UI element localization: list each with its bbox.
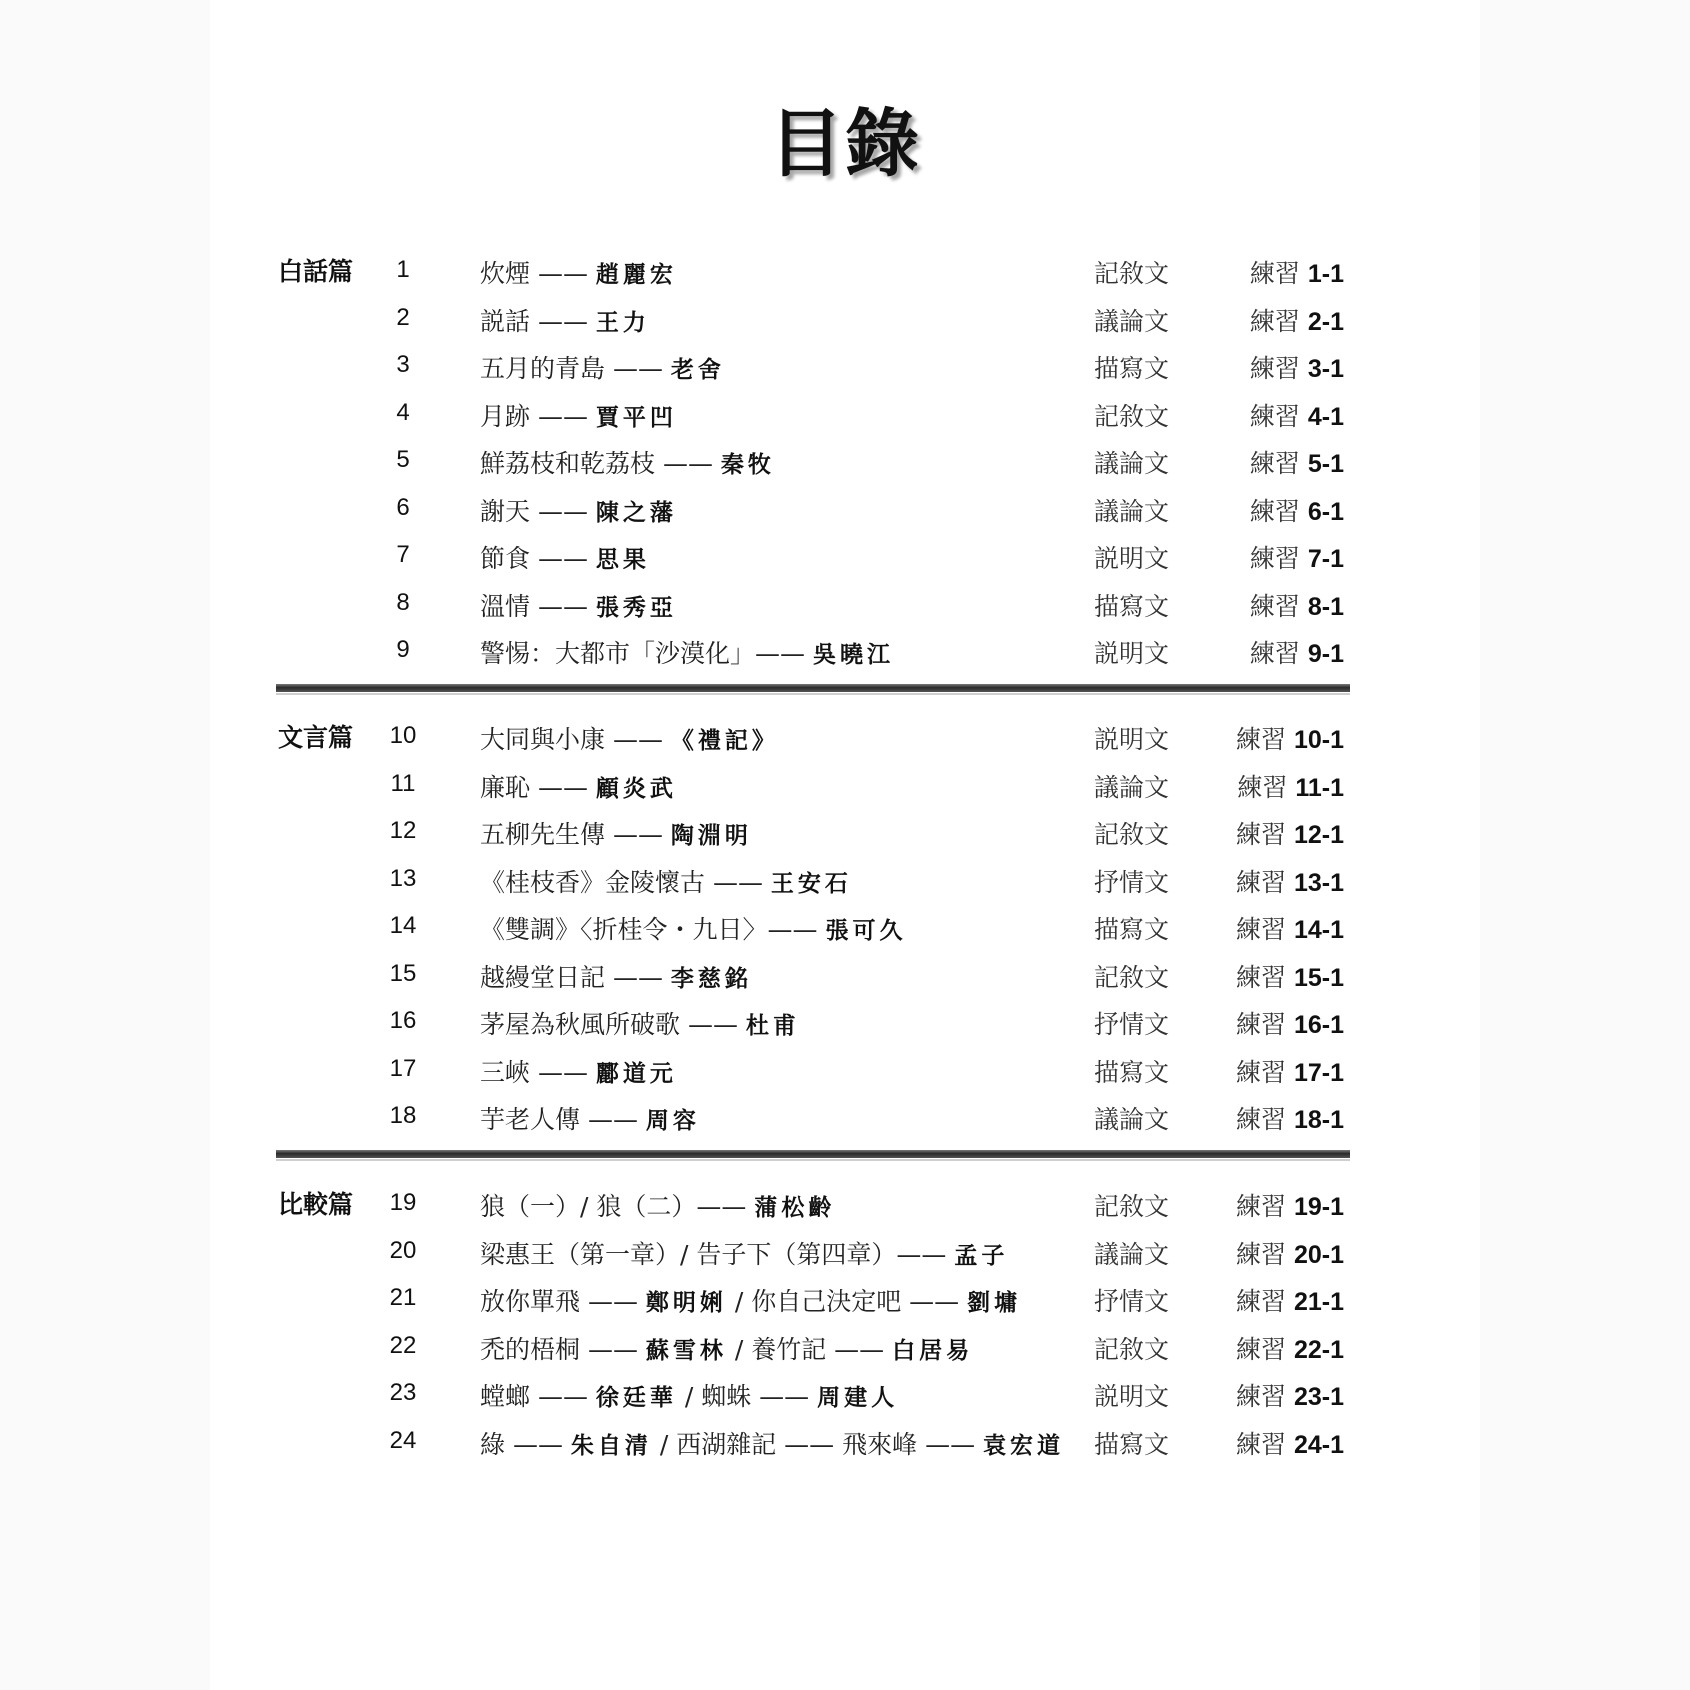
toc-row[interactable] xyxy=(278,861,1348,901)
lesson-title: 節食 —— xyxy=(480,544,596,573)
lesson-entry xyxy=(480,1100,700,1136)
lesson-number: 17 xyxy=(389,1054,417,1082)
toc-row[interactable] xyxy=(278,632,1348,672)
lesson-number: 4 xyxy=(396,398,410,426)
exercise-code: 19-1 xyxy=(1293,1193,1344,1221)
exercise-code: 21-1 xyxy=(1293,1288,1344,1316)
lesson-title-second: / 西湖雜記 —— 飛來峰 —— xyxy=(651,1429,984,1459)
lesson-author: 朱自清 xyxy=(570,1431,652,1459)
lesson-entry xyxy=(480,1187,835,1223)
exercise-prefix: 練習 xyxy=(1237,772,1288,802)
exercise-ref xyxy=(1250,492,1344,528)
exercise-prefix: 練習 xyxy=(1235,1429,1286,1459)
page-title: 目錄 xyxy=(769,101,921,187)
lesson-number: 22 xyxy=(389,1331,417,1359)
toc-row[interactable] xyxy=(278,1098,1348,1138)
exercise-ref xyxy=(1250,587,1344,623)
toc-row[interactable] xyxy=(278,1423,1348,1463)
lesson-author-second: 白居易 xyxy=(892,1336,974,1364)
toc-row[interactable] xyxy=(278,1051,1348,1091)
lesson-genre: 記敘文 xyxy=(1094,820,1170,849)
exercise-ref xyxy=(1236,1425,1344,1461)
exercise-ref xyxy=(1250,349,1344,385)
lesson-number: 19 xyxy=(389,1189,417,1216)
lesson-entry xyxy=(480,1425,1064,1461)
exercise-code: 9-1 xyxy=(1307,640,1344,668)
lesson-number: 24 xyxy=(389,1426,417,1454)
lesson-number: 6 xyxy=(396,493,410,521)
lesson-author: 老舍 xyxy=(670,356,725,383)
lesson-title: 芋老人傳 —— xyxy=(480,1105,646,1134)
lesson-entry xyxy=(480,349,725,385)
lesson-title: 五月的青島 —— xyxy=(480,354,671,383)
toc-row[interactable] xyxy=(278,395,1348,435)
exercise-code: 13-1 xyxy=(1293,868,1344,897)
lesson-author: 周容 xyxy=(645,1107,700,1134)
lesson-title: 月跡 —— xyxy=(480,401,596,431)
lesson-genre: 議論文 xyxy=(1094,1239,1170,1269)
lesson-number: 23 xyxy=(389,1379,417,1406)
lesson-genre: 議論文 xyxy=(1094,306,1170,336)
toc-section xyxy=(278,1185,1348,1470)
lesson-author: 蒲松齡 xyxy=(754,1194,836,1221)
lesson-entry xyxy=(480,1330,973,1366)
exercise-ref xyxy=(1250,397,1344,433)
toc-row[interactable] xyxy=(278,718,1348,758)
exercise-code: 22-1 xyxy=(1293,1335,1344,1364)
exercise-code: 16-1 xyxy=(1293,1011,1344,1039)
exercise-prefix: 練習 xyxy=(1249,306,1300,336)
lesson-author: 陶淵明 xyxy=(670,822,752,849)
lesson-genre: 説明文 xyxy=(1094,725,1170,754)
exercise-ref xyxy=(1236,1005,1344,1041)
section-label: 文言篇 xyxy=(278,723,354,752)
lesson-title: 綠 —— xyxy=(480,1429,571,1459)
toc-section xyxy=(278,718,1348,1146)
exercise-ref xyxy=(1236,815,1344,851)
lesson-genre: 説明文 xyxy=(1094,639,1170,668)
exercise-prefix: 練習 xyxy=(1249,449,1300,478)
exercise-prefix: 練習 xyxy=(1249,544,1300,573)
lesson-author: 孟子 xyxy=(954,1241,1009,1269)
exercise-prefix: 練習 xyxy=(1235,1239,1286,1269)
toc-row[interactable] xyxy=(278,1003,1348,1043)
exercise-ref xyxy=(1236,1330,1344,1366)
toc-row[interactable] xyxy=(278,1280,1348,1320)
exercise-code: 6-1 xyxy=(1307,497,1344,526)
lesson-author: 張秀亞 xyxy=(595,593,677,621)
toc-row[interactable] xyxy=(278,1375,1348,1415)
section-divider xyxy=(276,1150,1350,1158)
lesson-title-second: / 你自己決定吧 —— xyxy=(726,1287,968,1316)
toc-row[interactable] xyxy=(278,1233,1348,1273)
lesson-title: 螳螂 —— xyxy=(480,1382,596,1411)
exercise-ref xyxy=(1236,1053,1344,1089)
lesson-title: 越縵堂日記 —— xyxy=(480,962,671,992)
exercise-code: 4-1 xyxy=(1307,402,1344,431)
toc-row[interactable] xyxy=(278,537,1348,577)
lesson-title: 《雙調》〈折桂令・九日〉—— xyxy=(480,915,826,944)
exercise-ref xyxy=(1236,1282,1344,1318)
lesson-entry xyxy=(480,1235,1008,1271)
exercise-ref xyxy=(1237,768,1344,804)
lesson-title: 茅屋為秋風所破歌 —— xyxy=(480,1010,746,1039)
toc-row[interactable] xyxy=(278,585,1348,625)
lesson-author: 杜甫 xyxy=(745,1012,800,1039)
exercise-ref xyxy=(1250,302,1344,338)
lesson-author: 趙麗宏 xyxy=(595,261,677,288)
lesson-author: 李慈銘 xyxy=(670,964,752,992)
exercise-prefix: 練習 xyxy=(1235,915,1286,944)
lesson-genre: 抒情文 xyxy=(1094,867,1170,897)
lesson-entry xyxy=(480,397,677,433)
exercise-ref xyxy=(1250,254,1344,290)
exercise-prefix: 練習 xyxy=(1235,1192,1286,1221)
lesson-title: 狼（一）/ 狼（二）—— xyxy=(480,1192,755,1221)
exercise-ref xyxy=(1236,1187,1344,1223)
lesson-genre: 議論文 xyxy=(1094,449,1170,478)
lesson-entry xyxy=(480,815,752,851)
lesson-title: 梁惠王（第一章）/ 告子下（第四章）—— xyxy=(480,1239,955,1269)
exercise-prefix: 練習 xyxy=(1249,401,1300,431)
lesson-author: 酈道元 xyxy=(595,1059,677,1087)
exercise-prefix: 練習 xyxy=(1249,639,1300,668)
lesson-number: 12 xyxy=(389,817,417,844)
lesson-entry xyxy=(480,634,894,670)
toc-row[interactable] xyxy=(278,1328,1348,1368)
exercise-ref xyxy=(1236,863,1344,899)
exercise-prefix: 練習 xyxy=(1249,259,1300,288)
lesson-entry xyxy=(480,444,775,480)
exercise-code: 11-1 xyxy=(1295,773,1344,802)
lesson-title: 鮮荔枝和乾荔枝 —— xyxy=(480,449,721,478)
lesson-author: 陳之藩 xyxy=(595,498,677,526)
exercise-code: 3-1 xyxy=(1307,355,1344,383)
lesson-author: 秦牧 xyxy=(720,451,775,478)
lesson-genre: 抒情文 xyxy=(1094,1287,1170,1316)
lesson-entry xyxy=(480,1282,1021,1318)
lesson-genre: 議論文 xyxy=(1094,496,1170,526)
exercise-code: 10-1 xyxy=(1293,726,1344,754)
lesson-entry xyxy=(480,910,906,946)
toc-row[interactable] xyxy=(278,1185,1348,1225)
exercise-code: 2-1 xyxy=(1307,307,1344,336)
exercise-ref xyxy=(1236,958,1344,994)
exercise-ref xyxy=(1250,444,1344,480)
lesson-entry xyxy=(480,1053,677,1089)
lesson-number: 2 xyxy=(396,303,410,331)
lesson-author: 《禮記》 xyxy=(670,727,779,754)
toc-row[interactable] xyxy=(278,956,1348,996)
section-label: 白話篇 xyxy=(278,257,354,286)
lesson-author: 蘇雪林 xyxy=(645,1336,727,1364)
exercise-code: 7-1 xyxy=(1307,545,1344,573)
exercise-ref xyxy=(1236,720,1344,756)
lesson-number: 9 xyxy=(396,636,410,663)
lesson-author: 思果 xyxy=(595,546,650,573)
lesson-entry xyxy=(480,587,677,623)
lesson-author: 王安石 xyxy=(770,869,852,897)
lesson-title: 謝天 —— xyxy=(480,496,596,526)
lesson-entry xyxy=(480,720,779,756)
exercise-code: 1-1 xyxy=(1307,260,1344,288)
lesson-number: 11 xyxy=(390,769,416,797)
lesson-author: 徐廷華 xyxy=(595,1384,677,1411)
lesson-genre: 描寫文 xyxy=(1094,1057,1170,1087)
lesson-genre: 描寫文 xyxy=(1094,354,1170,383)
lesson-title: 廉恥 —— xyxy=(480,772,596,802)
toc-row[interactable] xyxy=(278,300,1348,340)
lesson-genre: 描寫文 xyxy=(1094,591,1170,621)
exercise-prefix: 練習 xyxy=(1235,962,1286,992)
lesson-number: 15 xyxy=(389,959,417,987)
section-label: 比較篇 xyxy=(278,1190,354,1219)
exercise-prefix: 練習 xyxy=(1235,1382,1286,1411)
lesson-number: 10 xyxy=(389,722,417,749)
toc-row[interactable] xyxy=(278,442,1348,482)
exercise-ref xyxy=(1250,539,1344,575)
exercise-prefix: 練習 xyxy=(1235,820,1286,849)
lesson-title: 三峽 —— xyxy=(480,1057,596,1087)
exercise-prefix: 練習 xyxy=(1235,725,1286,754)
exercise-prefix: 練習 xyxy=(1235,1105,1286,1134)
lesson-author-second: 劉墉 xyxy=(967,1289,1022,1316)
exercise-prefix: 練習 xyxy=(1249,496,1300,526)
lesson-entry xyxy=(480,302,650,338)
toc-row[interactable] xyxy=(278,490,1348,530)
lesson-entry xyxy=(480,1005,800,1041)
exercise-code: 5-1 xyxy=(1307,450,1344,478)
exercise-prefix: 練習 xyxy=(1235,1057,1286,1087)
lesson-genre: 描寫文 xyxy=(1094,915,1170,944)
lesson-number: 7 xyxy=(396,541,410,568)
exercise-prefix: 練習 xyxy=(1249,591,1300,621)
exercise-prefix: 練習 xyxy=(1235,1334,1286,1364)
exercise-code: 20-1 xyxy=(1293,1240,1344,1269)
lesson-title: 溫情 —— xyxy=(480,591,596,621)
lesson-number: 8 xyxy=(396,588,410,616)
lesson-number: 21 xyxy=(389,1284,417,1311)
lesson-author: 王力 xyxy=(595,308,650,336)
lesson-author: 吳曉江 xyxy=(812,641,894,668)
exercise-code: 14-1 xyxy=(1293,916,1344,944)
lesson-genre: 説明文 xyxy=(1094,1382,1170,1411)
lesson-author: 鄭明娳 xyxy=(645,1289,727,1316)
exercise-ref xyxy=(1236,910,1344,946)
lesson-number: 18 xyxy=(389,1102,417,1129)
lesson-author-second: 袁宏道 xyxy=(983,1431,1065,1459)
lesson-title: 五柳先生傳 —— xyxy=(480,820,671,849)
exercise-prefix: 練習 xyxy=(1235,1287,1286,1316)
lesson-number: 5 xyxy=(396,446,410,473)
exercise-code: 17-1 xyxy=(1293,1058,1344,1087)
toc-row[interactable] xyxy=(278,766,1348,806)
lesson-author: 顧炎武 xyxy=(595,774,677,802)
lesson-title: 炊煙 —— xyxy=(480,259,596,288)
exercise-code: 23-1 xyxy=(1293,1383,1344,1411)
lesson-number: 13 xyxy=(389,864,417,892)
lesson-title: 放你單飛 —— xyxy=(480,1287,646,1316)
lesson-entry xyxy=(480,958,752,994)
lesson-genre: 記敘文 xyxy=(1094,401,1170,431)
lesson-entry xyxy=(480,539,650,575)
lesson-genre: 議論文 xyxy=(1094,1105,1170,1134)
lesson-number: 1 xyxy=(396,256,410,283)
lesson-entry xyxy=(480,768,677,804)
toc-row[interactable] xyxy=(278,252,1348,292)
lesson-genre: 抒情文 xyxy=(1094,1010,1170,1039)
lesson-genre: 描寫文 xyxy=(1094,1429,1170,1459)
lesson-title-second: / 養竹記 —— xyxy=(726,1334,893,1364)
page-margin-left xyxy=(0,0,210,1690)
exercise-prefix: 練習 xyxy=(1235,1010,1286,1039)
lesson-entry xyxy=(480,863,852,899)
lesson-number: 3 xyxy=(396,351,410,378)
lesson-entry xyxy=(480,492,677,528)
lesson-title: 警惕：大都市「沙漠化」—— xyxy=(480,639,813,668)
toc-section xyxy=(278,252,1348,680)
page-margin-right xyxy=(1480,0,1690,1690)
toc-row[interactable] xyxy=(278,813,1348,853)
exercise-code: 18-1 xyxy=(1293,1106,1344,1134)
toc-row[interactable] xyxy=(278,347,1348,387)
lesson-genre: 記敘文 xyxy=(1094,1192,1170,1221)
lesson-genre: 記敘文 xyxy=(1094,259,1170,288)
lesson-title: 大同與小康 —— xyxy=(480,725,671,754)
lesson-author: 張可久 xyxy=(825,917,907,944)
exercise-ref xyxy=(1236,1235,1344,1271)
exercise-prefix: 練習 xyxy=(1249,354,1300,383)
exercise-ref xyxy=(1250,634,1344,670)
lesson-title-second: / 蜘蛛 —— xyxy=(676,1382,818,1411)
section-divider xyxy=(276,684,1350,692)
lesson-title: 禿的梧桐 —— xyxy=(480,1334,646,1364)
lesson-title: 説話 —— xyxy=(480,306,596,336)
lesson-entry xyxy=(480,1377,898,1413)
exercise-ref xyxy=(1236,1100,1344,1136)
exercise-code: 12-1 xyxy=(1293,821,1344,849)
lesson-author: 賈平凹 xyxy=(595,403,677,431)
lesson-author-second: 周建人 xyxy=(817,1384,899,1411)
exercise-ref xyxy=(1236,1377,1344,1413)
lesson-genre: 説明文 xyxy=(1094,544,1170,573)
lesson-entry xyxy=(480,254,677,290)
lesson-number: 14 xyxy=(389,912,417,939)
lesson-number: 20 xyxy=(389,1236,417,1264)
exercise-prefix: 練習 xyxy=(1235,867,1286,897)
exercise-code: 8-1 xyxy=(1307,592,1344,621)
lesson-genre: 記敘文 xyxy=(1094,962,1170,992)
lesson-title: 《桂枝香》金陵懷古 —— xyxy=(480,867,771,897)
exercise-code: 15-1 xyxy=(1293,963,1344,992)
lesson-genre: 記敘文 xyxy=(1094,1334,1170,1364)
lesson-number: 16 xyxy=(389,1007,417,1034)
toc-row[interactable] xyxy=(278,908,1348,948)
exercise-code: 24-1 xyxy=(1293,1430,1344,1459)
lesson-genre: 議論文 xyxy=(1094,772,1170,802)
